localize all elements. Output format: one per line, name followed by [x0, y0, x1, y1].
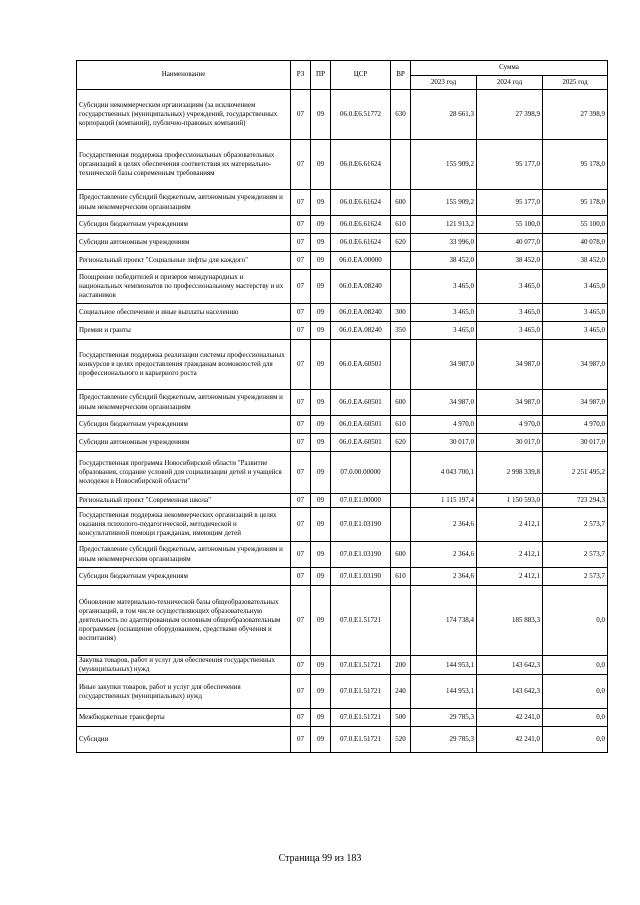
cell-y2024: 34 987,0 — [477, 340, 543, 390]
cell-vr: 200 — [391, 656, 411, 675]
cell-name: Предоставление субсидий бюджетным, автономным учреждениям и иным некоммерческим организациям — [77, 190, 291, 216]
cell-rz: 07 — [291, 494, 311, 508]
cell-pr: 09 — [311, 234, 331, 252]
cell-pr: 09 — [311, 190, 331, 216]
cell-y2024: 55 100,0 — [477, 216, 543, 234]
cell-name: Субсидии бюджетным учреждениям — [77, 568, 291, 586]
cell-csr: 06.0.ЕА.60501 — [331, 390, 391, 416]
cell-name: Субсидии автономным учреждениям — [77, 234, 291, 252]
cell-y2023: 28 661,3 — [411, 90, 477, 140]
cell-pr: 09 — [311, 568, 331, 586]
cell-name: Закупка товаров, работ и услуг для обеспечения государственных (муниципальных) нужд — [77, 656, 291, 675]
cell-name: Социальное обеспечение и иные выплаты населению — [77, 304, 291, 322]
cell-csr: 07.0.Е1.51721 — [331, 727, 391, 753]
cell-name: Субсидии — [77, 727, 291, 753]
table-row — [77, 390, 608, 416]
cell-rz: 07 — [291, 304, 311, 322]
cell-y2025: 34 987,0 — [543, 390, 608, 416]
cell-y2025: 2 573,7 — [543, 542, 608, 568]
cell-y2023: 33 996,0 — [411, 234, 477, 252]
header-year-2025: 2025 год — [543, 75, 608, 90]
cell-rz: 07 — [291, 190, 311, 216]
cell-name: Региональный проект "Социальные лифты для каждого" — [77, 252, 291, 270]
cell-y2023: 155 909,2 — [411, 190, 477, 216]
cell-y2025: 2 573,7 — [543, 508, 608, 542]
cell-pr: 09 — [311, 508, 331, 542]
cell-rz: 07 — [291, 340, 311, 390]
cell-rz: 07 — [291, 727, 311, 753]
cell-vr: 610 — [391, 416, 411, 434]
cell-pr: 09 — [311, 270, 331, 304]
cell-vr: 520 — [391, 727, 411, 753]
cell-y2024: 3 465,0 — [477, 304, 543, 322]
cell-csr: 06.0.Е6.51772 — [331, 90, 391, 140]
cell-pr: 09 — [311, 675, 331, 709]
table-body — [77, 90, 608, 753]
cell-y2023: 30 017,0 — [411, 434, 477, 452]
cell-rz: 07 — [291, 656, 311, 675]
cell-name: Государственная программа Новосибирской области "Развитие образования, создание условий для социализации детей и учащейся молодежи в Новосибирской области" — [77, 452, 291, 494]
cell-y2025: 0,0 — [543, 586, 608, 656]
budget-table — [76, 60, 608, 753]
cell-rz: 07 — [291, 270, 311, 304]
cell-pr: 09 — [311, 304, 331, 322]
cell-y2025: 2 251 495,2 — [543, 452, 608, 494]
cell-y2024: 143 642,3 — [477, 675, 543, 709]
cell-pr: 09 — [311, 656, 331, 675]
cell-name: Субсидии бюджетным учреждениям — [77, 416, 291, 434]
cell-rz: 07 — [291, 709, 311, 727]
table-row — [77, 542, 608, 568]
cell-pr: 09 — [311, 322, 331, 340]
cell-y2024: 2 412,1 — [477, 508, 543, 542]
cell-vr: 630 — [391, 90, 411, 140]
cell-name: Региональный проект "Современная школа" — [77, 494, 291, 508]
cell-y2025: 723 294,3 — [543, 494, 608, 508]
cell-y2023: 2 364,6 — [411, 508, 477, 542]
cell-vr: 600 — [391, 542, 411, 568]
cell-csr: 07.0.00.00000 — [331, 452, 391, 494]
cell-vr — [391, 252, 411, 270]
cell-rz: 07 — [291, 508, 311, 542]
cell-csr: 06.0.Е6.61624 — [331, 190, 391, 216]
table-row — [77, 340, 608, 390]
header-csr: ЦСР — [331, 61, 391, 90]
cell-y2025: 3 465,0 — [543, 270, 608, 304]
cell-name: Межбюджетные трансферты — [77, 709, 291, 727]
table-row — [77, 190, 608, 216]
cell-pr: 09 — [311, 216, 331, 234]
table-row — [77, 252, 608, 270]
header-rz: РЗ — [291, 61, 311, 90]
table-row — [77, 727, 608, 753]
cell-y2024: 3 465,0 — [477, 270, 543, 304]
cell-y2024: 3 465,0 — [477, 322, 543, 340]
cell-rz: 07 — [291, 542, 311, 568]
cell-y2023: 4 970,0 — [411, 416, 477, 434]
cell-y2024: 185 883,3 — [477, 586, 543, 656]
cell-csr: 06.0.Е6.61624 — [331, 140, 391, 190]
header-name: Наименование — [77, 61, 291, 90]
cell-y2023: 3 465,0 — [411, 322, 477, 340]
table-row — [77, 270, 608, 304]
table-row — [77, 434, 608, 452]
cell-name: Субсидии некоммерческим организациям (за исключением государственных (муниципальных) учреждений, государственных корпораций (компаний), публично-правовых компаний) — [77, 90, 291, 140]
table-row — [77, 322, 608, 340]
page-number: Страница 99 из 183 — [278, 853, 362, 864]
cell-y2023: 3 465,0 — [411, 304, 477, 322]
cell-csr: 07.0.Е1.03190 — [331, 542, 391, 568]
cell-vr: 600 — [391, 390, 411, 416]
cell-vr — [391, 340, 411, 390]
cell-vr: 500 — [391, 709, 411, 727]
cell-y2023: 2 364,6 — [411, 568, 477, 586]
table-row — [77, 416, 608, 434]
cell-y2025: 3 465,0 — [543, 322, 608, 340]
cell-vr — [391, 494, 411, 508]
cell-csr: 06.0.ЕА.08240 — [331, 270, 391, 304]
header-year-2023: 2023 год — [411, 75, 477, 90]
header-sums: Сумма — [411, 61, 608, 76]
cell-csr: 06.0.Е6.61624 — [331, 216, 391, 234]
table-row — [77, 568, 608, 586]
header-year-2024: 2024 год — [477, 75, 543, 90]
cell-rz: 07 — [291, 234, 311, 252]
cell-name: Поощрение победителей и призеров международных и национальных чемпионатов по профессиональному мастерству и их наставников — [77, 270, 291, 304]
cell-y2023: 38 452,0 — [411, 252, 477, 270]
cell-csr: 07.0.Е1.51721 — [331, 656, 391, 675]
cell-rz: 07 — [291, 216, 311, 234]
cell-y2025: 55 100,0 — [543, 216, 608, 234]
cell-rz: 07 — [291, 90, 311, 140]
cell-vr: 350 — [391, 322, 411, 340]
cell-y2025: 40 078,0 — [543, 234, 608, 252]
cell-rz: 07 — [291, 322, 311, 340]
cell-y2025: 27 398,9 — [543, 90, 608, 140]
table-row — [77, 234, 608, 252]
cell-vr — [391, 586, 411, 656]
cell-y2024: 27 398,9 — [477, 90, 543, 140]
cell-vr: 610 — [391, 568, 411, 586]
cell-y2023: 3 465,0 — [411, 270, 477, 304]
cell-y2023: 121 913,2 — [411, 216, 477, 234]
cell-vr: 240 — [391, 675, 411, 709]
cell-y2025: 30 017,0 — [543, 434, 608, 452]
table-row — [77, 140, 608, 190]
cell-pr: 09 — [311, 252, 331, 270]
cell-name: Предоставление субсидий бюджетным, автономным учреждениям и иным некоммерческим организациям — [77, 390, 291, 416]
cell-pr: 09 — [311, 434, 331, 452]
cell-y2024: 34 987,0 — [477, 390, 543, 416]
cell-csr: 06.0.ЕА.08240 — [331, 304, 391, 322]
cell-csr: 07.0.Е1.03190 — [331, 568, 391, 586]
cell-pr: 09 — [311, 416, 331, 434]
cell-y2023: 1 115 197,4 — [411, 494, 477, 508]
cell-rz: 07 — [291, 140, 311, 190]
cell-y2024: 2 412,1 — [477, 542, 543, 568]
cell-rz: 07 — [291, 586, 311, 656]
cell-y2023: 2 364,6 — [411, 542, 477, 568]
cell-y2024: 38 452,0 — [477, 252, 543, 270]
cell-name: Премии и гранты — [77, 322, 291, 340]
cell-y2024: 42 241,0 — [477, 709, 543, 727]
cell-rz: 07 — [291, 390, 311, 416]
cell-vr: 620 — [391, 434, 411, 452]
table-row — [77, 656, 608, 675]
cell-pr: 09 — [311, 90, 331, 140]
cell-csr: 07.0.Е1.00000 — [331, 494, 391, 508]
table-row — [77, 494, 608, 508]
table-row — [77, 709, 608, 727]
cell-y2023: 144 953,1 — [411, 675, 477, 709]
table-header — [77, 61, 608, 90]
cell-y2025: 34 987,0 — [543, 340, 608, 390]
cell-y2024: 2 412,1 — [477, 568, 543, 586]
cell-y2025: 2 573,7 — [543, 568, 608, 586]
cell-vr: 610 — [391, 216, 411, 234]
cell-y2023: 34 987,0 — [411, 390, 477, 416]
cell-csr: 07.0.Е1.51721 — [331, 586, 391, 656]
table-row — [77, 675, 608, 709]
cell-pr: 09 — [311, 542, 331, 568]
cell-y2025: 95 178,0 — [543, 190, 608, 216]
cell-name: Государственная поддержка некоммерческих организаций в целях оказания психолого-педагогической, методической и консультативной помощи гражданам, имеющим детей — [77, 508, 291, 542]
cell-y2024: 2 998 339,8 — [477, 452, 543, 494]
cell-pr: 09 — [311, 390, 331, 416]
cell-vr: 620 — [391, 234, 411, 252]
cell-y2023: 34 987,0 — [411, 340, 477, 390]
cell-y2024: 1 150 593,0 — [477, 494, 543, 508]
cell-y2025: 0,0 — [543, 656, 608, 675]
cell-name: Субсидии автономным учреждениям — [77, 434, 291, 452]
table-row — [77, 586, 608, 656]
cell-csr: 06.0.ЕА.00000 — [331, 252, 391, 270]
cell-pr: 09 — [311, 494, 331, 508]
cell-y2024: 143 642,3 — [477, 656, 543, 675]
cell-rz: 07 — [291, 416, 311, 434]
cell-y2025: 38 452,0 — [543, 252, 608, 270]
cell-y2025: 95 178,0 — [543, 140, 608, 190]
cell-y2024: 95 177,0 — [477, 140, 543, 190]
cell-vr — [391, 140, 411, 190]
cell-rz: 07 — [291, 568, 311, 586]
cell-csr: 07.0.Е1.51721 — [331, 675, 391, 709]
cell-pr: 09 — [311, 709, 331, 727]
cell-pr: 09 — [311, 340, 331, 390]
cell-y2023: 4 043 700,1 — [411, 452, 477, 494]
cell-y2024: 40 077,0 — [477, 234, 543, 252]
table-row — [77, 90, 608, 140]
cell-y2024: 95 177,0 — [477, 190, 543, 216]
cell-vr: 600 — [391, 190, 411, 216]
cell-pr: 09 — [311, 586, 331, 656]
cell-csr: 07.0.Е1.51721 — [331, 709, 391, 727]
cell-y2025: 0,0 — [543, 675, 608, 709]
table-row — [77, 508, 608, 542]
cell-y2024: 42 241,0 — [477, 727, 543, 753]
cell-y2023: 29 785,3 — [411, 727, 477, 753]
cell-y2023: 144 953,1 — [411, 656, 477, 675]
cell-csr: 06.0.ЕА.60501 — [331, 434, 391, 452]
cell-y2023: 174 738,4 — [411, 586, 477, 656]
cell-name: Обновление материально-технической базы общеобразовательных организаций, в том числе осуществляющих образовательную деятельность по адаптированным основным общеобразовательным программам (оснащение оборудованием, средствами обучения и воспитания) — [77, 586, 291, 656]
cell-y2023: 155 909,2 — [411, 140, 477, 190]
header-pr: ПР — [311, 61, 331, 90]
cell-csr: 06.0.ЕА.60501 — [331, 416, 391, 434]
cell-pr: 09 — [311, 727, 331, 753]
cell-y2025: 0,0 — [543, 709, 608, 727]
cell-name: Субсидии бюджетным учреждениям — [77, 216, 291, 234]
cell-rz: 07 — [291, 675, 311, 709]
cell-name: Государственная поддержка профессиональных образовательных организаций в целях обеспечения соответствия их материально-технической базы современным требованиям — [77, 140, 291, 190]
cell-rz: 07 — [291, 452, 311, 494]
cell-y2025: 0,0 — [543, 727, 608, 753]
cell-vr: 300 — [391, 304, 411, 322]
table-row — [77, 216, 608, 234]
cell-rz: 07 — [291, 252, 311, 270]
cell-y2025: 3 465,0 — [543, 304, 608, 322]
cell-rz: 07 — [291, 434, 311, 452]
cell-y2024: 30 017,0 — [477, 434, 543, 452]
cell-vr — [391, 508, 411, 542]
cell-vr — [391, 270, 411, 304]
cell-y2025: 4 970,0 — [543, 416, 608, 434]
cell-pr: 09 — [311, 452, 331, 494]
table-row — [77, 304, 608, 322]
cell-csr: 06.0.Е6.61624 — [331, 234, 391, 252]
cell-pr: 09 — [311, 140, 331, 190]
cell-y2024: 4 970,0 — [477, 416, 543, 434]
cell-csr: 07.0.Е1.03190 — [331, 508, 391, 542]
cell-y2023: 29 785,3 — [411, 709, 477, 727]
cell-name: Предоставление субсидий бюджетным, автономным учреждениям и иным некоммерческим организациям — [77, 542, 291, 568]
cell-csr: 06.0.ЕА.08240 — [331, 322, 391, 340]
cell-name: Иные закупки товаров, работ и услуг для обеспечения государственных (муниципальных) нужд — [77, 675, 291, 709]
header-vr: ВР — [391, 61, 411, 90]
table-row — [77, 452, 608, 494]
cell-name: Государственная поддержка реализации системы профессиональных конкурсов в целях предоставления гражданам возможностей для профессионального и карьерного роста — [77, 340, 291, 390]
cell-vr — [391, 452, 411, 494]
cell-csr: 06.0.ЕА.60501 — [331, 340, 391, 390]
